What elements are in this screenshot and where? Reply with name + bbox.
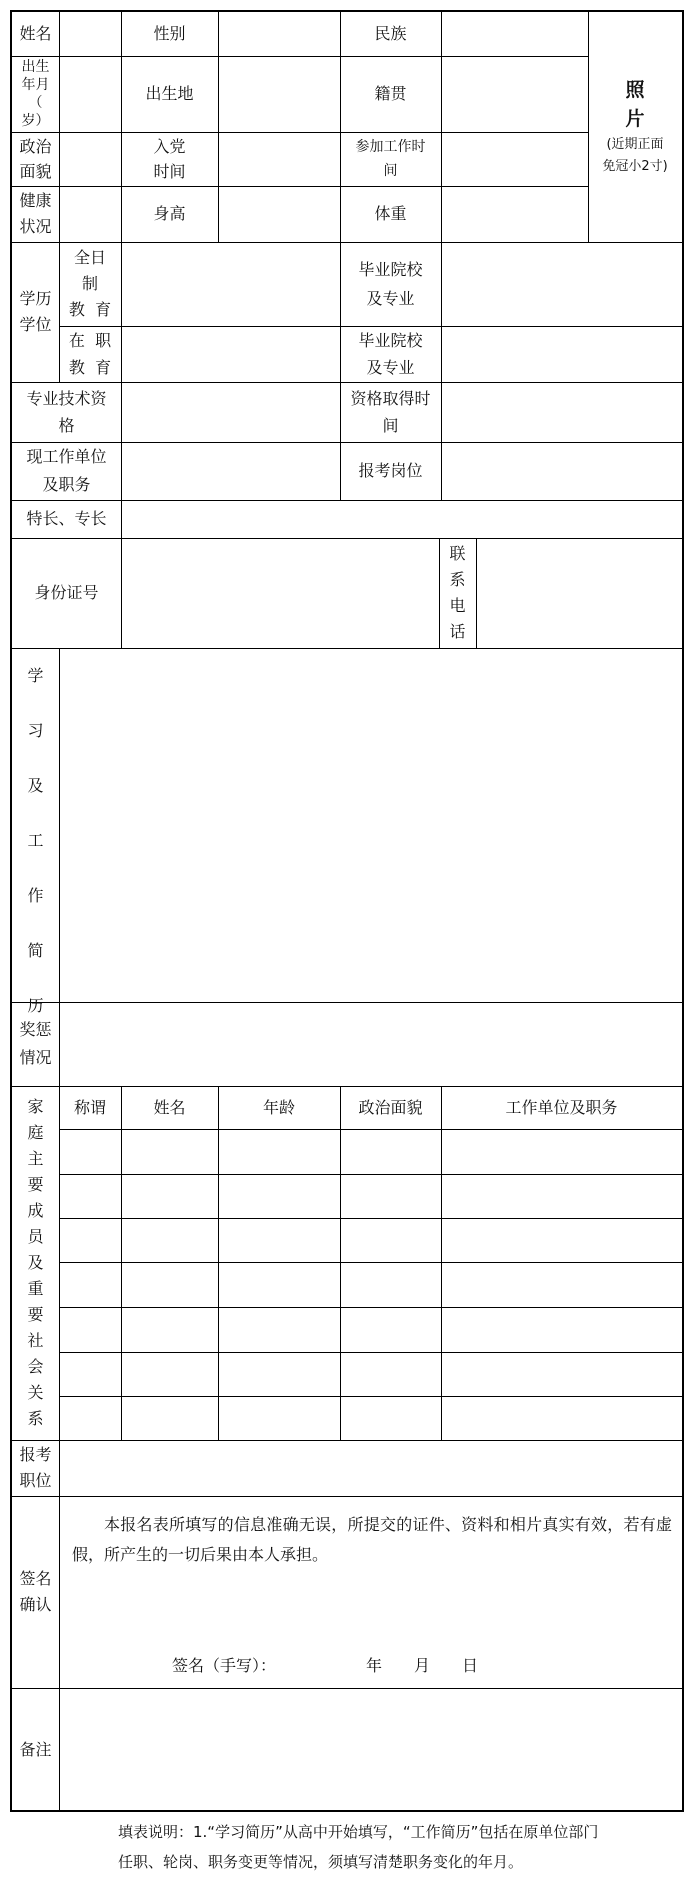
health-label (12, 186, 59, 242)
height-label: 身高 (153, 204, 186, 223)
party-join-line: 时间 (153, 162, 186, 181)
tech-qual-line: 专业技术资 (26, 389, 107, 408)
graduate-school-label (340, 242, 441, 326)
family-label-char: 要 (27, 1305, 44, 1324)
phone-label-char: 话 (449, 622, 466, 641)
current-unit-line: 现工作单位 (26, 447, 107, 466)
grad-school-line: 毕业院校 (358, 331, 423, 350)
birth-label-line: 出生 (21, 59, 50, 75)
signature-label: 签名（手写）： (172, 1656, 277, 1675)
fulltime-line: 制 (81, 274, 98, 293)
rewards-label (12, 1002, 59, 1086)
rule (59, 12, 60, 242)
resume-label (12, 648, 59, 1015)
rule (59, 1396, 682, 1397)
native-place-label: 籍贯 (374, 84, 407, 103)
inservice-education-label (59, 326, 121, 382)
family-label (12, 1086, 59, 1440)
footnote-line: 任职、轮岗、职务变更等情况，须填写清楚职务变化的年月。 (118, 1853, 524, 1871)
rule (441, 12, 442, 500)
apply-position-label: 报考岗位 (358, 461, 423, 480)
current-unit-label (12, 442, 121, 500)
declaration-text: 本报名表所填写的信息准确无误，所提交的证件、资料和相片真实有效，若有虚假，所产生的一切后果由本人承担。 (72, 1515, 672, 1564)
qual-date-line: 资格取得时 (350, 389, 431, 408)
grad-school-line: 及专业 (366, 358, 415, 377)
date-day-label: 日 (462, 1656, 479, 1675)
qual-date-line: 间 (382, 416, 399, 435)
apply-post-label (12, 1440, 59, 1496)
birth-date-label (12, 56, 59, 132)
rule (441, 1086, 442, 1440)
rule (218, 12, 219, 242)
fulltime-line: 教 育 (68, 300, 112, 319)
rule (59, 648, 60, 1812)
rule (59, 1129, 682, 1130)
remarks-label: 备注 (19, 1740, 52, 1759)
rule (121, 538, 122, 648)
qualification-date-label (340, 382, 441, 442)
footnote-line: 填表说明：1.“学习简历”从高中开始填写，“工作简历”包括在原单位部门 (118, 1823, 599, 1841)
rule (218, 1086, 219, 1440)
rule (12, 648, 682, 649)
education-label-line: 学历 (19, 289, 52, 308)
photo-note-line: (近期正面 (606, 137, 664, 152)
phone-label-char: 系 (449, 570, 466, 589)
birth-label-line: 年月 (21, 77, 50, 93)
rule (12, 1688, 682, 1689)
family-label-char: 及 (27, 1253, 44, 1272)
work-start-line: 参加工作时 (355, 139, 426, 155)
rewards-label-line: 情况 (19, 1048, 52, 1067)
family-label-char: 关 (27, 1383, 44, 1402)
apply-post-line: 报考 (19, 1445, 52, 1464)
rule (59, 1352, 682, 1353)
rule (12, 1440, 682, 1441)
political-label-line: 政治 (19, 137, 52, 156)
resume-label-char: 简 (27, 941, 44, 960)
rule (340, 1086, 341, 1440)
party-join-label (121, 132, 218, 186)
phone-label-char: 电 (449, 596, 466, 615)
rule (12, 56, 588, 57)
resume-label-char: 工 (27, 831, 44, 850)
phone-label-char: 联 (449, 544, 466, 563)
sign-confirm-label (12, 1496, 59, 1688)
family-header-relation: 称谓 (73, 1097, 106, 1117)
inservice-line: 在 职 (68, 331, 112, 350)
phone-label (439, 538, 476, 648)
tech-qualification-label (12, 382, 121, 442)
resume-label-char: 学 (27, 666, 44, 685)
tech-qual-line: 格 (58, 416, 75, 435)
rule (59, 1174, 682, 1175)
rule (12, 1002, 682, 1003)
ethnicity-label: 民族 (374, 24, 407, 43)
name-label: 姓名 (19, 24, 52, 43)
rule (59, 1307, 682, 1308)
id-number-label: 身份证号 (34, 583, 99, 602)
birthplace-label: 出生地 (145, 84, 194, 103)
family-label-char: 社 (27, 1331, 44, 1350)
registration-form (10, 10, 684, 1812)
photo-title: 照片 (625, 79, 673, 130)
rule (59, 1262, 682, 1263)
current-unit-line: 及职务 (42, 475, 91, 494)
fulltime-line: 全日 (73, 248, 106, 267)
family-label-char: 会 (27, 1357, 44, 1376)
date-year-label: 年 (366, 1656, 383, 1675)
rule (121, 1086, 122, 1440)
family-label-char: 成 (27, 1201, 44, 1220)
date-month-label: 月 (414, 1656, 431, 1675)
family-header-name: 姓名 (153, 1097, 186, 1117)
family-header-political: 政治面貌 (358, 1097, 423, 1117)
family-label-char: 重 (27, 1279, 44, 1298)
health-label-line: 健康 (19, 191, 52, 210)
photo-box (588, 12, 682, 242)
rule (12, 132, 588, 133)
grad-school-line: 及专业 (366, 289, 415, 308)
inservice-line: 教 育 (68, 358, 112, 377)
education-label-line: 学位 (19, 315, 52, 334)
resume-label-char: 作 (27, 886, 44, 905)
family-label-char: 系 (27, 1409, 44, 1428)
rule (59, 1218, 682, 1219)
family-header-age: 年龄 (262, 1097, 295, 1117)
graduate-school-2-label (340, 326, 441, 382)
resume-label-char: 习 (27, 721, 44, 740)
grad-school-line: 毕业院校 (358, 260, 423, 279)
birth-label-line: （ (28, 95, 43, 111)
family-header-unit: 工作单位及职务 (505, 1097, 618, 1117)
rule (476, 538, 477, 648)
health-label-line: 状况 (19, 217, 52, 236)
political-status-label (12, 132, 59, 186)
rule (12, 186, 588, 187)
work-start-label (340, 132, 441, 186)
apply-post-line: 职位 (19, 1471, 52, 1490)
party-join-line: 入党 (153, 137, 186, 156)
family-label-char: 家 (27, 1097, 44, 1116)
rewards-label-line: 奖惩 (19, 1020, 52, 1039)
fulltime-education-label (59, 242, 121, 326)
signature-line (172, 1652, 672, 1680)
political-label-line: 面貌 (19, 162, 52, 181)
gender-label: 性别 (153, 24, 186, 43)
resume-label-char: 及 (27, 776, 44, 795)
rule (12, 1496, 682, 1497)
work-start-line: 间 (383, 163, 398, 179)
specialty-label: 特长、专长 (26, 509, 107, 528)
resume-label-char: 历 (27, 996, 44, 1015)
sign-confirm-line: 确认 (19, 1595, 52, 1614)
birth-label-line: 岁） (21, 113, 50, 129)
education-label (12, 242, 59, 382)
weight-label: 体重 (374, 204, 407, 223)
family-label-char: 员 (27, 1227, 44, 1246)
photo-note-line: 免冠小2寸) (602, 159, 668, 174)
sign-confirm-line: 签名 (19, 1569, 52, 1588)
family-label-char: 主 (27, 1149, 44, 1168)
family-label-char: 要 (27, 1175, 44, 1194)
family-label-char: 庭 (27, 1123, 44, 1142)
